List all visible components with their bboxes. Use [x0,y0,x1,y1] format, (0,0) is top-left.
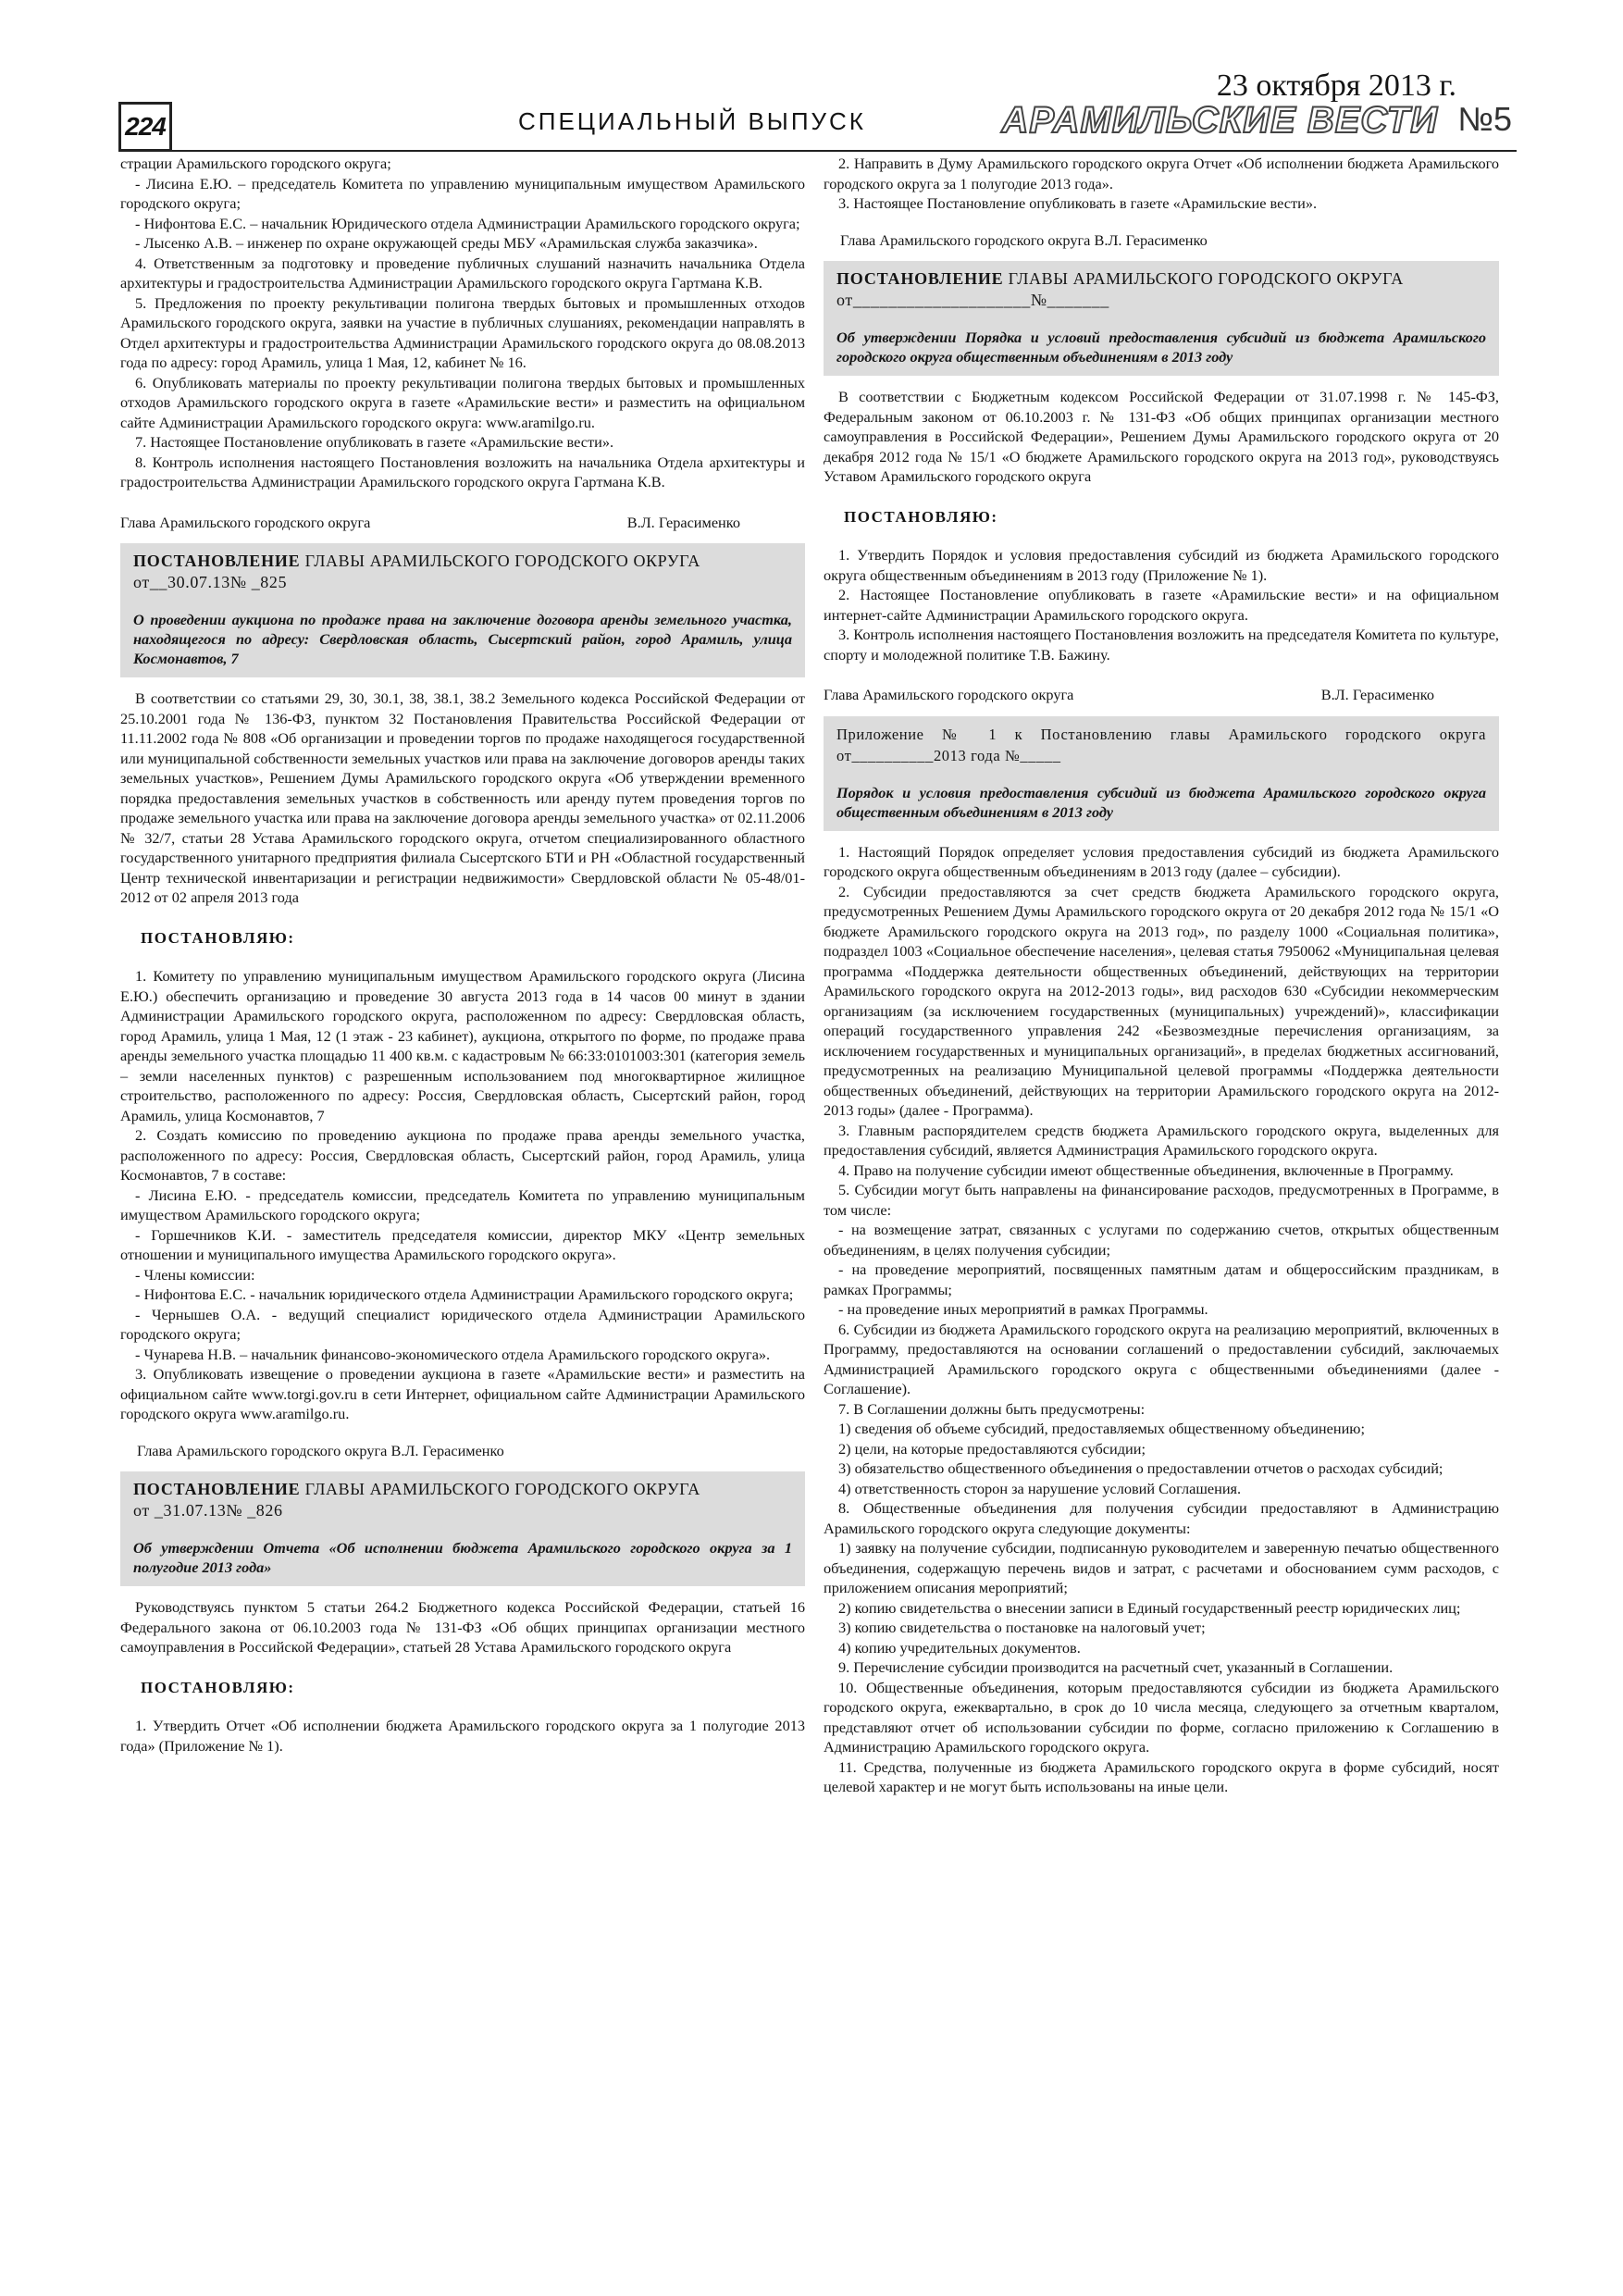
paragraph: 5. Предложения по проекту рекультивации полигона твердых бытовых и промышленных отходов Арамильского городского округа, заявки на участие в публичных слушаниях, рекомендации направлять в Отдел архитектуры и градостроительства Администрации Арамильского городского округа до 08.08.2013 года по адресу: город Арамиль, улица 1 Мая, 12, кабинет № 16. [120,293,805,371]
decree-title: Об утверждении Отчета «Об исполнении бюджета Арамильского городского округа за 1 полугодие 2013 года» [133,1539,792,1576]
paragraph: 4. Право на получение субсидии имеют общественные объединения, включенные в Программу. [838,1160,1454,1179]
paragraph: 2. Направить в Думу Арамильского городского округа Отчет «Об исполнении бюджета Арамильского городского округа за 1 полугодие 2013 года». [824,155,1499,192]
paragraph: 1. Утвердить Отчет «Об исполнении бюджета Арамильского городского округа за 1 полугодие 2013 года» (Приложение № 1). [120,1717,805,1755]
paragraph: - на проведение мероприятий, посвященных памятным датам и общероссийским праздникам, в рамках Программы; [824,1260,1499,1298]
decree-heading: ПОСТАНОВЛЕНИЕ ГЛАВЫ АРАМИЛЬСКОГО ГОРОДСКОГО ОКРУГА [133,552,700,570]
paragraph: - Лысенко А.В. – инженер по охране окружающей среды МБУ «Арамильская служба заказчика». [135,234,758,252]
paragraph: 10. Общественные объединения, которым предоставляются субсидии из бюджета Арамильского городского округа, ежеквартально, в срок до 10 числа месяца, следующего за отчетным кварталом, представляют отчет об использовании субсидии по форме, согласно приложению к Соглашению в Администрацию Арамильского городского округа. [824,1678,1499,1756]
preamble: В соответствии с Бюджетным кодексом Российской Федерации от 31.07.1998 г. № 145-ФЗ, Федеральным законом от 06.10.2003 г. № 131-ФЗ «Об общих принципах организации местного самоуправления в Российской Федерации», Решением Думы Арамильского городского округа от 20 декабря 2012 года № 15/1 «О бюджете Арамильского городского округа на 2013 год», руководствуясь Уставом Арамильского городского округа [824,388,1499,485]
paragraph: 4) ответственность сторон за нарушение условий Соглашения. [838,1479,1242,1497]
paragraph: 9. Перечисление субсидии производится на расчетный счет, указанный в Соглашении. [838,1658,1394,1676]
decree-header-box [824,261,1499,376]
signature-line [824,685,1499,705]
masthead-logo: АРАМИЛЬСКИЕ ВЕСТИ [1001,100,1438,141]
section-title: СПЕЦИАЛЬНЫЙ ВЫПУСК [518,107,866,135]
paragraph: - Лисина Е.Ю. - председатель комиссии, председатель Комитета по управлению муниципальным имуществом Арамильского городского округа; [120,1185,805,1223]
signature-line [137,1441,805,1461]
paragraph: 3) обязательство общественного объединения о предоставлении отчетов о расходах субсидий; [838,1459,1443,1477]
paragraph: - Нифонтова Е.С. – начальник Юридического отдела Администрации Арамильского городского округа; [135,214,800,232]
signature-role: Глава Арамильского городского округа [120,513,371,531]
paragraph: 1. Комитету по управлению муниципальным имуществом Арамильского городского округа (Лисина Е.Ю.) обеспечить организацию и проведение 30 августа 2013 года в 14 часов 00 минут в здании Администрации Арамильского городского округа, расположенном по адресу: Свердловская область, город Арамиль, улица 1 Мая, 12 (1 этаж - 23 кабинет), аукциона, открытого по форме, по продаже права аренды земельного участка площадью 11 400 кв.м. с кадастровым № 66:33:0101003:301 (категория земель – земли населенных пунктов) с разрешенным использованием под многоквартирное жилищное строительство, расположенного по адресу: Россия, Свердловская область, Сысертский район, город Арамиль, улица Космонавтов, 7 [120,967,805,1124]
paragraph: 8. Общественные объединения для получения субсидии предоставляют в Администрацию Арамильского городского округа следующие документы: [824,1499,1499,1537]
right-column [824,154,1499,1797]
signature-name: В.Л. Герасименко [626,513,740,531]
preamble: В соответствии со статьями 29, 30, 30.1, 38, 38.1, 38.2 Земельного кодекса Российской Федерации от 25.10.2001 года № 136-ФЗ, пунктом 32 Постановления Правительства Российской Федерации от 11.11.2002 года № 808 «Об организации и проведении торгов по продаже находящегося государственной или муниципальной собственности земельных участков или права на заключение договоров аренды таких земельных участков», Решением Думы Арамильского городского округа «Об утверждении временного порядка предоставления земельных участков в собственность или аренду путем проведения торгов по продаже земельного участка или права на заключение договора аренды земельного участка» от 02.11.2006 № 32/7, статьи 28 Устава Арамильского городского округа, отчетом специализированного областного государственного унитарного предприятия филиала Сысертского БТИ и РН «Областной государственный Центр технической инвентаризации и регистрации недвижимости» Свердловской области № 05-48/01-2012 от 02 апреля 2013 года [120,689,805,906]
paragraph: 4. Ответственным за подготовку и проведение публичных слушаний назначить начальника Отдела архитектуры и градостроительства Администрации Арамильского городского округа Гартмана К.В. [120,254,805,292]
issue-date: 23 октября 2013 г. [1216,68,1456,103]
paragraph: 11. Средства, полученные из бюджета Арамильского городского округа в форме субсидий, носят целевой характер и не могут быть использованы на иные цели. [824,1757,1499,1795]
paragraph: 2. Создать комиссию по проведению аукциона по продаже права аренды земельного участка, расположенного по адресу: Россия, Свердловская область, Сысертский район, город Арамиль, улица Космонавтов, 7 в составе: [120,1126,805,1184]
paragraph: 3) копию свидетельства о постановке на налоговый учет; [838,1619,1206,1636]
paragraph: - Члены комиссии: [135,1265,255,1284]
paragraph: 3. Настоящее Постановление опубликовать в газете «Арамильские вести». [838,194,1318,212]
paragraph: 1. Утвердить Порядок и условия предоставления субсидий из бюджета Арамильского городского округа общественным объединениям в 2013 году (Приложение № 1). [824,546,1499,584]
left-column [120,154,805,1756]
signature-role: Глава Арамильского городского округа [824,686,1074,703]
decree-word: ПОСТАНОВЛЯЮ: [141,1678,295,1696]
paragraph: 1. Настоящий Порядок определяет условия предоставления субсидий из бюджета Арамильского городского округа общественным объединениям в 2013 году (далее – субсидии). [824,842,1499,880]
paragraph: 4) копию учредительных документов. [838,1638,1081,1657]
paragraph: 7. В Соглашении должны быть предусмотрены: [838,1399,1146,1418]
decree-heading: ПОСТАНОВЛЕНИЕ ГЛАВЫ АРАМИЛЬСКОГО ГОРОДСКОГО ОКРУГА [836,269,1404,288]
paragraph: 2) копию свидетельства о внесении записи в Единый государственный реестр юридических лиц; [838,1598,1461,1617]
paragraph: 6. Субсидии из бюджета Арамильского городского округа на реализацию мероприятий, включенных в Программу, предоставляются на основании соглашений о предоставлении субсидий, заключаемых Администрацией Арамильского городского округа с общественными объединениями (далее - Соглашение). [824,1320,1499,1397]
paragraph: 1) заявку на получение субсидии, подписанную руководителем и заверенную печатью общественного объединения, содержащую перечень видов и затрат, с расчетами и обоснованием сумм расходов, с приложением описания мероприятий; [824,1539,1499,1596]
paragraph: 2. Настоящее Постановление опубликовать в газете «Арамильские вести» и на официальном интернет-сайте Администрации Арамильского городского округа. [824,586,1499,624]
appendix-header-box [824,716,1499,831]
paragraph: 3. Опубликовать извещение о проведении аукциона в газете «Арамильские вести» и разместить на официальном сайте www.torgi.gov.ru в сети Интернет, официальном сайте Администрации Арамильского городского округа www.aramilgo.ru. [120,1365,805,1422]
paragraph: 2) цели, на которые предоставляются субсидии; [838,1439,1146,1458]
paragraph: - Лисина Е.Ю. – председатель Комитета по управлению муниципальным имуществом Арамильского городского округа; [120,174,805,212]
signature-line [840,230,1499,251]
paragraph: 2. Субсидии предоставляются за счет средств бюджета Арамильского городского округа, предусмотренных Решением Думы Арамильского городского округа от 20 декабря 2012 года № 15/1 «О бюджете Арамильского городского округа на 2013 год», по разделу 1000 «Социальная политика», подраздел 1003 «Социальное обеспечение населения», целевая статья 7950062 «Муниципальная целевая программа «Поддержка деятельности общественных объединений, действующих на территории Арамильского городского округа на 2012-2013 годы», вид расходов 630 «Субсидии некоммерческим организациям (за исключением государственных (муниципальных) учреждений)», классификации операций государственного управления 242 «Безвозмездные перечисления организациям, за исключением государственных и муниципальных организаций», в пределах бюджетных ассигнований, предусмотренных на реализацию Муниципальной целевой программы «Поддержка деятельности общественных объединений, действующих на территории Арамильского городского округа на 2012-2013 годы» (далее - Программа). [824,882,1499,1119]
paragraph: 8. Контроль исполнения настоящего Постановления возложить на начальника Отдела архитектуры и градостроительства Администрации Арамильского городского округа Гартмана К.В. [120,453,805,490]
paragraph: - Нифонтова Е.С. - начальник юридического отдела Администрации Арамильского городского округа; [135,1285,794,1303]
page-number: 224 [118,102,172,152]
issue-number: №5 [1457,100,1512,138]
decree-number: от____________________№_______ [836,291,1109,309]
paragraph: 6. Опубликовать материалы по проекту рекультивации полигона твердых бытовых и промышленных отходов Арамильского городского округа в газете «Арамильские вести» и разместить на официальном сайте Администрации Арамильского городского округа: www.aramilgo.ru. [120,373,805,431]
preamble: Руководствуясь пунктом 5 статьи 264.2 Бюджетного кодекса Российской Федерации, статьей 16 Федерального закона от 06.10.2003 года № 131-ФЗ «Об общих принципах организации местного самоуправления в Российской Федерации», статьей 28 Устава Арамильского городского округа [120,1598,805,1656]
paragraph: - Горшечников К.И. - заместитель председателя комиссии, директор МКУ «Центр земельных отношении и муниципального имущества Арамильского городского округа». [120,1225,805,1263]
paragraph: 3. Главным распорядителем средств бюджета Арамильского городского округа, выделенных для предоставления субсидий, является Администрация Арамильского городского округа. [824,1121,1499,1159]
paragraph: - Чернышев О.А. - ведущий специалист юридического отдела Администрации Арамильского городского округа; [120,1305,805,1343]
decree-number: от _31.07.13№ _826 [133,1501,283,1520]
signature-text: Глава Арамильского городского округа В.Л. Герасименко [840,230,1208,249]
paragraph: 1) сведения об объеме субсидий, предоставляемых общественному объединению; [838,1420,1365,1437]
decree-header-box [120,1471,805,1586]
paragraph: 5. Субсидии могут быть направлены на финансирование расходов, предусмотренных в Программе, в том числе: [824,1181,1499,1219]
appendix-title: Порядок и условия предоставления субсидий из бюджета Арамильского городского округа общественным объединениям в 2013 году [836,783,1486,821]
signature-line [120,513,805,533]
appendix-heading: Приложение № 1 к Постановлению главы Арамильского городского округа от__________2013 года №_____ [836,725,1486,764]
paragraph: страции Арамильского городского округа; [120,155,391,172]
decree-heading: ПОСТАНОВЛЕНИЕ ГЛАВЫ АРАМИЛЬСКОГО ГОРОДСКОГО ОКРУГА [133,1480,700,1498]
decree-word: ПОСТАНОВЛЯЮ: [141,928,295,947]
decree-header-box [120,543,805,677]
signature-text: Глава Арамильского городского округа В.Л. Герасименко [137,1441,504,1459]
paragraph: - Чунарева Н.В. – начальник финансово-экономического отдела Арамильского городского округа». [135,1345,771,1363]
header-rule [118,150,1517,152]
decree-title: О проведении аукциона по продаже права на заключение договора аренды земельного участка, находящегося по адресу: Свердловская область, Сысертский район, город Арамиль, улица Космонавтов, 7 [133,611,792,667]
signature-name: В.Л. Герасименко [1320,686,1434,703]
paragraph: - на возмещение затрат, связанных с услугами по содержанию счетов, открытых общественным объединениям, в целях получения субсидии; [824,1221,1499,1259]
decree-word: ПОСТАНОВЛЯЮ: [844,507,998,526]
paragraph: - на проведение иных мероприятий в рамках Программы. [838,1300,1208,1318]
decree-number: от__30.07.13№ _825 [133,573,288,591]
decree-title: Об утверждении Порядка и условий предоставления субсидий из бюджета Арамильского городского округа общественным объединениям в 2013 году [836,329,1486,366]
paragraph: 7. Настоящее Постановление опубликовать в газете «Арамильские вести». [135,433,614,451]
paragraph: 3. Контроль исполнения настоящего Постановления возложить на председателя Комитета по культуре, спорту и молодежной политике Т.В. Бажину. [824,626,1499,664]
